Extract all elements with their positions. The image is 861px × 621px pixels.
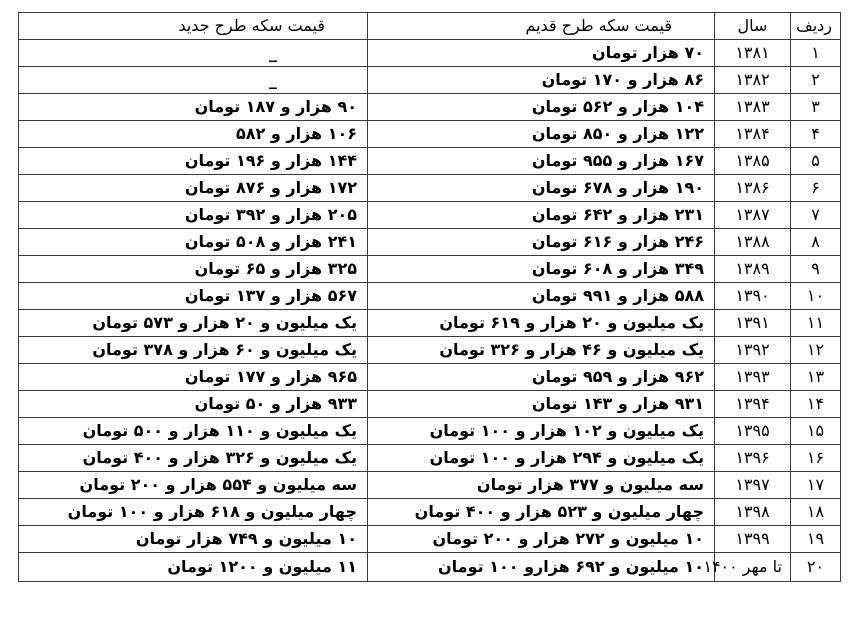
cell-new-design-price: ۲۰۵ هزار و ۳۹۲ تومان	[19, 202, 368, 229]
cell-new-design-price: _	[19, 40, 368, 67]
table-header-row	[19, 13, 841, 40]
cell-year: ۱۳۸۷	[715, 202, 791, 229]
cell-radif: ۱۶	[791, 445, 841, 472]
table-row	[19, 391, 841, 418]
cell-year: ۱۳۸۸	[715, 229, 791, 256]
cell-new-design-price: ۳۲۵ هزار و ۶۵ تومان	[19, 256, 368, 283]
cell-old-design-price: ۱۶۷ هزار و ۹۵۵ تومان	[368, 148, 715, 175]
cell-year: ۱۳۹۹	[715, 526, 791, 553]
cell-radif: ۸	[791, 229, 841, 256]
coin-price-table-container	[18, 12, 840, 582]
cell-radif: ۵	[791, 148, 841, 175]
cell-year: ۱۳۹۴	[715, 391, 791, 418]
cell-year: ۱۳۸۴	[715, 121, 791, 148]
cell-old-design-price: ۲۴۶ هزار و ۶۱۶ تومان	[368, 229, 715, 256]
cell-radif: ۲	[791, 67, 841, 94]
cell-new-design-price: یک میلیون و ۶۰ هزار و ۳۷۸ تومان	[19, 337, 368, 364]
cell-new-design-price: ۲۴۱ هزار و ۵۰۸ تومان	[19, 229, 368, 256]
table-row	[19, 310, 841, 337]
cell-new-design-price: ۱۷۲ هزار و ۸۷۶ تومان	[19, 175, 368, 202]
cell-old-design-price: ۱۲۲ هزار و ۸۵۰ تومان	[368, 121, 715, 148]
cell-year: ۱۳۸۱	[715, 40, 791, 67]
cell-year: ۱۳۸۲	[715, 67, 791, 94]
table-row	[19, 94, 841, 121]
cell-new-design-price: ۹۳۳ هزار و ۵۰ تومان	[19, 391, 368, 418]
table-row	[19, 418, 841, 445]
cell-new-design-price: چهار میلیون و ۶۱۸ هزار و ۱۰۰ تومان	[19, 499, 368, 526]
table-row	[19, 364, 841, 391]
table-row	[19, 40, 841, 67]
cell-new-design-price: ۱۱ میلیون و ۱۲۰۰ تومان	[19, 553, 368, 582]
cell-new-design-price: یک میلیون و ۲۰ هزار و ۵۷۳ تومان	[19, 310, 368, 337]
cell-year: ۱۳۹۵	[715, 418, 791, 445]
cell-radif: ۱۹	[791, 526, 841, 553]
table-row	[19, 526, 841, 553]
cell-old-design-price: ۵۸۸ هزار و ۹۹۱ تومان	[368, 283, 715, 310]
cell-new-design-price: _	[19, 67, 368, 94]
table-row	[19, 283, 841, 310]
cell-new-design-price: یک میلیون و ۱۱۰ هزار و ۵۰۰ تومان	[19, 418, 368, 445]
cell-radif: ۷	[791, 202, 841, 229]
cell-old-design-price: یک میلیون و ۴۶ هزار و ۳۲۶ تومان	[368, 337, 715, 364]
cell-new-design-price: ۱۴۴ هزار و ۱۹۶ تومان	[19, 148, 368, 175]
cell-old-design-price: ۹۶۲ هزار و ۹۵۹ تومان	[368, 364, 715, 391]
table-row	[19, 553, 841, 582]
cell-old-design-price: ۱۰ میلیون و ۶۹۲ هزارو ۱۰۰ تومان	[368, 553, 715, 582]
cell-new-design-price: ۱۰ میلیون و ۷۴۹ هزار تومان	[19, 526, 368, 553]
table-row	[19, 472, 841, 499]
cell-old-design-price: یک میلیون و ۱۰۲ هزار و ۱۰۰ تومان	[368, 418, 715, 445]
cell-radif: ۱۳	[791, 364, 841, 391]
cell-old-design-price: ۱۹۰ هزار و ۶۷۸ تومان	[368, 175, 715, 202]
cell-radif: ۳	[791, 94, 841, 121]
cell-year: ۱۳۹۲	[715, 337, 791, 364]
cell-new-design-price: ۹۰ هزار و ۱۸۷ تومان	[19, 94, 368, 121]
cell-year: ۱۳۹۷	[715, 472, 791, 499]
table-row	[19, 256, 841, 283]
table-row	[19, 202, 841, 229]
table-row	[19, 67, 841, 94]
table-row	[19, 148, 841, 175]
cell-radif: ۴	[791, 121, 841, 148]
table-row	[19, 337, 841, 364]
table-row	[19, 121, 841, 148]
cell-old-design-price: سه میلیون و ۳۷۷ هزار تومان	[368, 472, 715, 499]
cell-old-design-price: یک میلیون و ۲۹۴ هزار و ۱۰۰ تومان	[368, 445, 715, 472]
header-new-design-price: قیمت سکه طرح جدید	[19, 13, 368, 40]
cell-old-design-price: یک میلیون و ۲۰ هزار و ۶۱۹ تومان	[368, 310, 715, 337]
cell-radif: ۱۱	[791, 310, 841, 337]
cell-old-design-price: ۹۳۱ هزار و ۱۴۳ تومان	[368, 391, 715, 418]
coin-price-table	[18, 12, 841, 582]
cell-radif: ۱۵	[791, 418, 841, 445]
cell-year: تا مهر ۱۴۰۰	[715, 553, 791, 582]
table-row	[19, 445, 841, 472]
cell-year: ۱۳۹۱	[715, 310, 791, 337]
cell-year: ۱۳۸۹	[715, 256, 791, 283]
cell-year: ۱۳۸۶	[715, 175, 791, 202]
table-row	[19, 229, 841, 256]
cell-radif: ۱۷	[791, 472, 841, 499]
cell-radif: ۹	[791, 256, 841, 283]
table-row	[19, 175, 841, 202]
cell-new-design-price: ۱۰۶ هزار و ۵۸۲	[19, 121, 368, 148]
cell-new-design-price: سه میلیون و ۵۵۴ هزار و ۲۰۰ تومان	[19, 472, 368, 499]
cell-year: ۱۳۸۳	[715, 94, 791, 121]
cell-new-design-price: ۵۶۷ هزار و ۱۳۷ تومان	[19, 283, 368, 310]
cell-new-design-price: یک میلیون و ۳۲۶ هزار و ۴۰۰ تومان	[19, 445, 368, 472]
cell-old-design-price: ۱۰ میلیون و ۲۷۲ هزار و ۲۰۰ تومان	[368, 526, 715, 553]
cell-radif: ۱۰	[791, 283, 841, 310]
cell-year: ۱۳۹۸	[715, 499, 791, 526]
cell-year: ۱۳۹۳	[715, 364, 791, 391]
cell-radif: ۱۴	[791, 391, 841, 418]
table-row	[19, 499, 841, 526]
header-old-design-price: قیمت سکه طرح قدیم	[368, 13, 715, 40]
table-body	[19, 40, 841, 582]
cell-year: ۱۳۹۰	[715, 283, 791, 310]
cell-old-design-price: ۱۰۴ هزار و ۵۶۲ تومان	[368, 94, 715, 121]
cell-old-design-price: ۳۴۹ هزار و ۶۰۸ تومان	[368, 256, 715, 283]
cell-year: ۱۳۹۶	[715, 445, 791, 472]
header-radif: ردیف	[791, 13, 841, 40]
cell-year: ۱۳۸۵	[715, 148, 791, 175]
cell-radif: ۱	[791, 40, 841, 67]
header-year: سال	[715, 13, 791, 40]
cell-radif: ۱۲	[791, 337, 841, 364]
cell-radif: ۱۸	[791, 499, 841, 526]
cell-old-design-price: ۲۳۱ هزار و ۶۴۲ تومان	[368, 202, 715, 229]
cell-old-design-price: ۸۶ هزار و ۱۷۰ تومان	[368, 67, 715, 94]
cell-radif: ۶	[791, 175, 841, 202]
cell-radif: ۲۰	[791, 553, 841, 582]
cell-old-design-price: ۷۰ هزار تومان	[368, 40, 715, 67]
cell-new-design-price: ۹۶۵ هزار و ۱۷۷ تومان	[19, 364, 368, 391]
cell-old-design-price: چهار میلیون و ۵۲۳ هزار و ۴۰۰ تومان	[368, 499, 715, 526]
